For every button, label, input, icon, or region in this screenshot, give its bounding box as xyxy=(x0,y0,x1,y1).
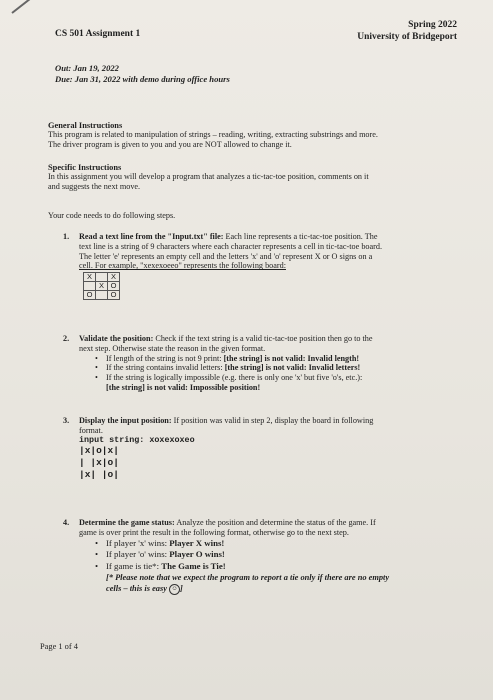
bullet-text: If game is tie*: xyxy=(106,560,162,571)
specific-line-1: In this assignment you will develop a program that analyzes a tic-tac-toe position, comments on it xyxy=(48,172,369,181)
dates-block xyxy=(55,63,230,84)
step-3-line-2: format. xyxy=(79,425,103,435)
smiley-icon: ☺ xyxy=(169,584,180,595)
step-3 xyxy=(63,416,463,481)
step-1-line-1: Each line represents a tic-tac-toe position. The xyxy=(223,232,378,241)
step-3-lead: Display the input position: xyxy=(79,416,172,425)
bullet-output: Player X wins! xyxy=(169,537,225,548)
code-board-row-1: |x|o|x| xyxy=(79,445,119,457)
page-number: Page 1 of 4 xyxy=(40,642,78,651)
step-3-line-1: If position was valid in step 2, display the board in following xyxy=(171,416,374,425)
code-board-row-3: |x| |o| xyxy=(79,469,119,481)
board-cell: X xyxy=(96,282,108,291)
general-line-2: The driver program is given to you and you are NOT allowed to change it. xyxy=(48,139,292,149)
bullet-output: The Game is Tie! xyxy=(161,560,226,571)
tie-note xyxy=(106,572,463,595)
example-board xyxy=(83,272,120,300)
board-cell: O xyxy=(108,282,120,291)
bullet-text: If length of the string is not 9 print: xyxy=(106,353,224,363)
term-block xyxy=(357,19,457,43)
step-4-bullet-2 xyxy=(93,549,463,561)
term: Spring 2022 xyxy=(408,20,457,30)
tie-note-end: ] xyxy=(180,584,183,594)
bullet-output: [the string] is not valid: Invalid length! xyxy=(223,353,360,363)
bullet-text: If the string contains invalid letters: xyxy=(106,363,225,373)
step-4-line-1: Analyze the position and determine the status of the game. If xyxy=(174,518,376,527)
specific-title: Specific Instructions xyxy=(48,163,122,172)
board-cell xyxy=(96,291,108,300)
step-4 xyxy=(63,518,463,595)
course-title: CS 501 Assignment 1 xyxy=(55,29,141,39)
general-instructions xyxy=(48,121,468,150)
step-4-bullet-3 xyxy=(93,561,463,573)
code-input-label: input string: xoxexoxeo xyxy=(79,434,195,445)
due-date: Due: Jan 31, 2022 with demo during office hours xyxy=(55,73,230,84)
specific-instructions xyxy=(48,163,468,192)
specific-line-2: and suggests the next move. xyxy=(48,181,141,191)
tie-note-line-2: cells – this is easy xyxy=(106,584,167,594)
step-1-line-3: The letter 'e' represents an empty cell and the letters 'x' and 'o' represent X or O signs on a xyxy=(79,251,373,261)
step-4-number: 4. xyxy=(63,518,70,527)
bullet-text: If player 'o' wins: xyxy=(106,549,170,560)
board-cell: X xyxy=(84,273,96,282)
bullet-text: If player 'x' wins: xyxy=(106,537,170,548)
step-1-number: 1. xyxy=(63,232,70,241)
step-2-bullet-2 xyxy=(93,363,463,373)
bullet-output: [the string] is not valid: Invalid letters! xyxy=(224,363,361,373)
step-2-number: 2. xyxy=(63,334,70,343)
step-4-bullet-1 xyxy=(93,538,463,550)
step-2 xyxy=(63,334,463,393)
step-1-line-4: cell. For example, "xexexoeeo" represents the following board: xyxy=(79,261,286,271)
step-1-line-2: text line is a string of 9 characters where each character represents a cell in tic-tac-toe board. xyxy=(79,241,383,251)
board-cell: O xyxy=(84,291,96,300)
step-4-lead: Determine the game status: xyxy=(79,518,175,527)
general-title: General Instructions xyxy=(48,121,123,130)
bullet-output: Player O wins! xyxy=(169,549,225,560)
step-2-bullet-3 xyxy=(93,373,463,383)
board-cell: O xyxy=(108,291,120,300)
step-2-line-1: Check if the text string is a valid tic-tac-toe position then go to the xyxy=(153,334,373,343)
bullet-text: If the string is logically impossible (e.g. there is only one 'x' but five 'o's, etc.): xyxy=(106,373,363,383)
code-board-row-2: | |x|o| xyxy=(79,457,119,469)
step-1 xyxy=(63,232,463,300)
board-cell: X xyxy=(108,273,120,282)
tie-note-line-1: [* Please note that we expect the program to report a tie only if there are no empty xyxy=(106,573,390,583)
university: University of Bridgeport xyxy=(357,32,457,42)
pen-mark xyxy=(11,0,39,14)
intro-text: Your code needs to do following steps. xyxy=(48,211,176,220)
general-line-1: This program is related to manipulation of strings – reading, writing, extracting substrings and more. xyxy=(48,130,378,139)
step-2-bullet-1 xyxy=(93,354,463,364)
step-1-lead: Read a text line from the "Input.txt" file: xyxy=(79,232,224,241)
step-4-line-2: game is over print the result in the following format, otherwise go to the next step. xyxy=(79,527,349,537)
step-2-line-2: next step. Otherwise state the reason in the given format. xyxy=(79,343,266,353)
out-date: Out: Jan 19, 2022 xyxy=(55,63,119,73)
step-2-bullet-3-output: [the string] is not valid: Impossible position! xyxy=(106,382,261,392)
step-3-number: 3. xyxy=(63,416,70,425)
step-2-lead: Validate the position: xyxy=(79,334,154,343)
